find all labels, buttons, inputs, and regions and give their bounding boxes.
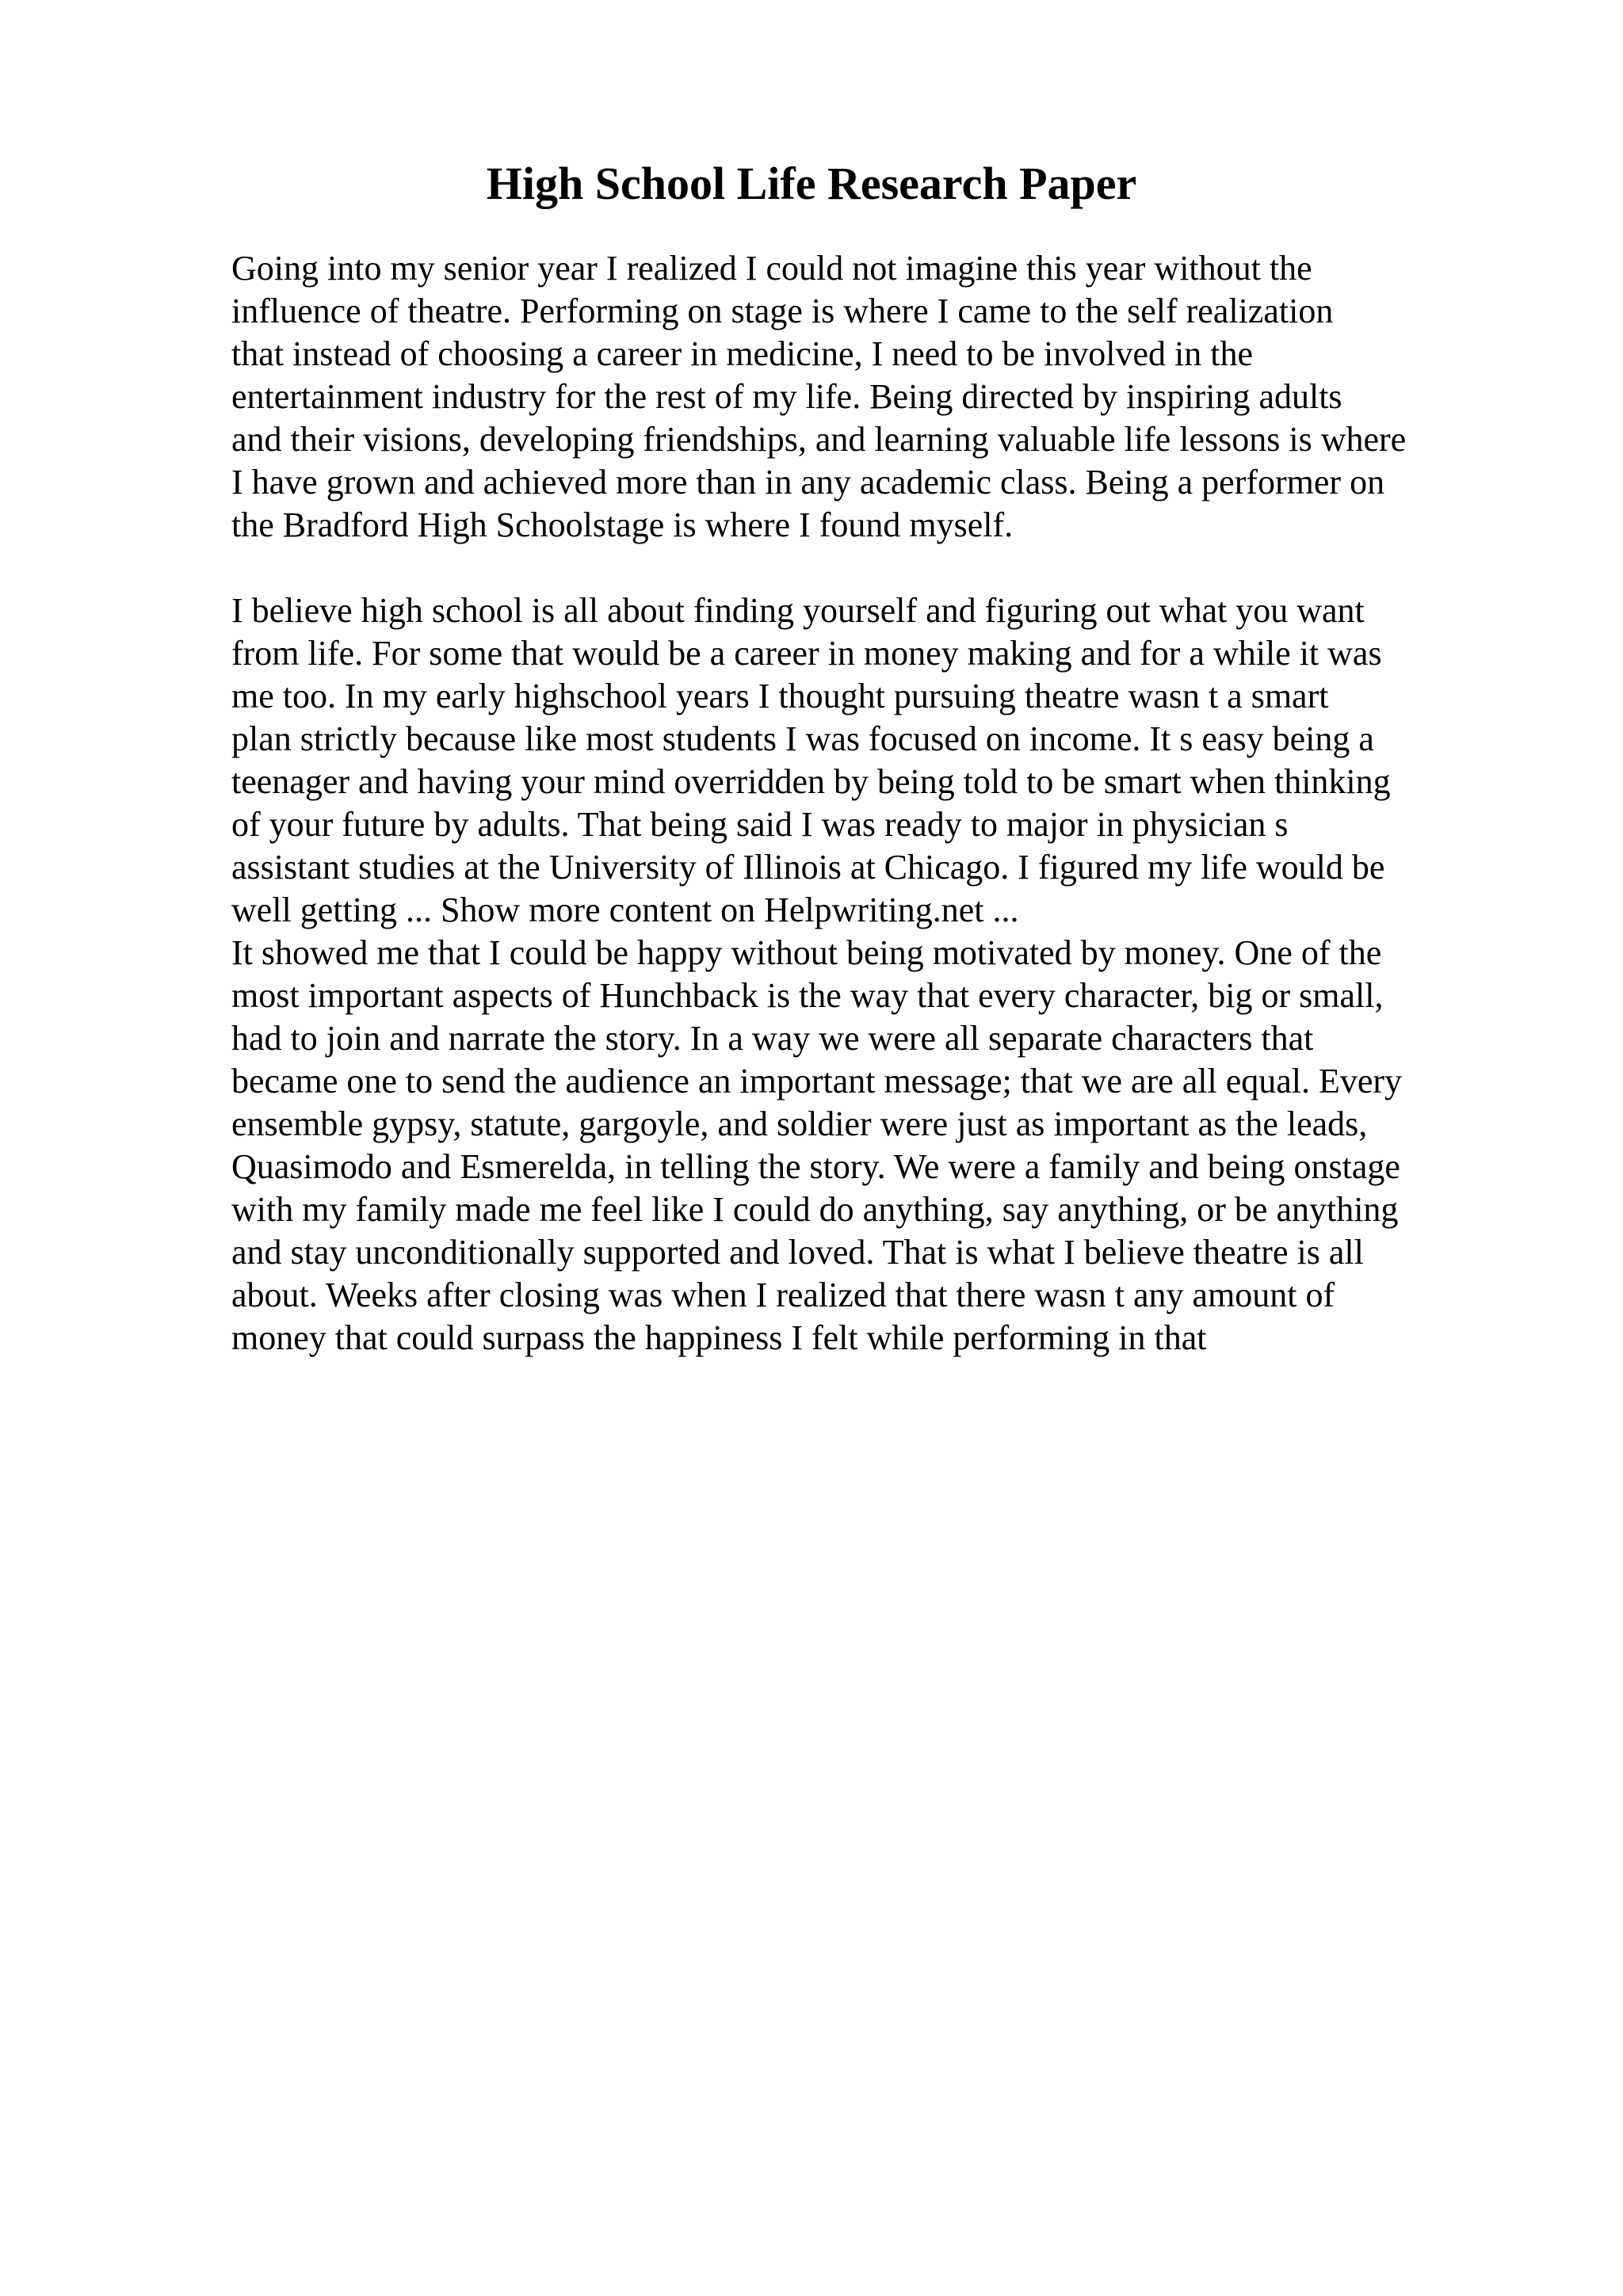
text-line: assistant studies at the University of Illinois at Chicago. I figured my life would be: [231, 848, 1385, 887]
text-line: well getting ... Show more content on Helpwriting.net ...: [231, 891, 1019, 929]
text-line: money that could surpass the happiness I felt while performing in that: [231, 1318, 1207, 1357]
text-line: I believe high school is all about finding yourself and figuring out what you want: [231, 591, 1365, 630]
text-line: me too. In my early highschool years I thought pursuing theatre wasn t a smart: [231, 677, 1329, 715]
show-more-text: It showed me that I could be happy without being motivated by money. One of the: [231, 933, 1382, 972]
text-line: most important aspects of Hunchback is the way that every character, big or small,: [231, 976, 1384, 1015]
text-line: became one to send the audience an important message; that we are all equal. Every: [231, 1062, 1403, 1100]
text-line: Going into my senior year I realized I could not imagine this year without the: [231, 249, 1312, 288]
text-line: I have grown and achieved more than in any academic class. Being a performer on: [231, 463, 1385, 502]
text-line: plan strictly because like most students I was focused on income. It s easy being a: [231, 719, 1374, 758]
document-title: High School Life Research Paper: [486, 158, 1137, 209]
paragraph-2: [231, 589, 1515, 1360]
text-line: and their visions, developing friendships, and learning valuable life lessons is where: [231, 420, 1407, 459]
text-line: influence of theatre. Performing on stage is where I came to the self realization: [231, 292, 1334, 330]
text-line: from life. For some that would be a career in money making and for a while it was: [231, 634, 1382, 673]
text-line: the Bradford High Schoolstage is where I found myself.: [231, 505, 1014, 544]
text-line: teenager and having your mind overridden by being told to be smart when thinking: [231, 762, 1391, 801]
text-line: that instead of choosing a career in medicine, I need to be involved in the: [231, 334, 1253, 373]
text-line: of your future by adults. That being said I was ready to major in physician s: [231, 805, 1289, 844]
text-line: Quasimodo and Esmerelda, in telling the story. We were a family and being onstage: [231, 1147, 1400, 1186]
text-line: entertainment industry for the rest of my life. Being directed by inspiring adults: [231, 377, 1342, 416]
text-line: and stay unconditionally supported and loved. That is what I believe theatre is all: [231, 1233, 1364, 1272]
text-line: ensemble gypsy, statute, gargoyle, and soldier were just as important as the leads,: [231, 1104, 1368, 1143]
text-line: about. Weeks after closing was when I realized that there wasn t any amount of: [231, 1276, 1335, 1314]
text-line: had to join and narrate the story. In a way we were all separate characters that: [231, 1019, 1314, 1058]
text-line: with my family made me feel like I could do anything, say anything, or be anything: [231, 1190, 1399, 1229]
paragraph-1: [231, 247, 1515, 547]
